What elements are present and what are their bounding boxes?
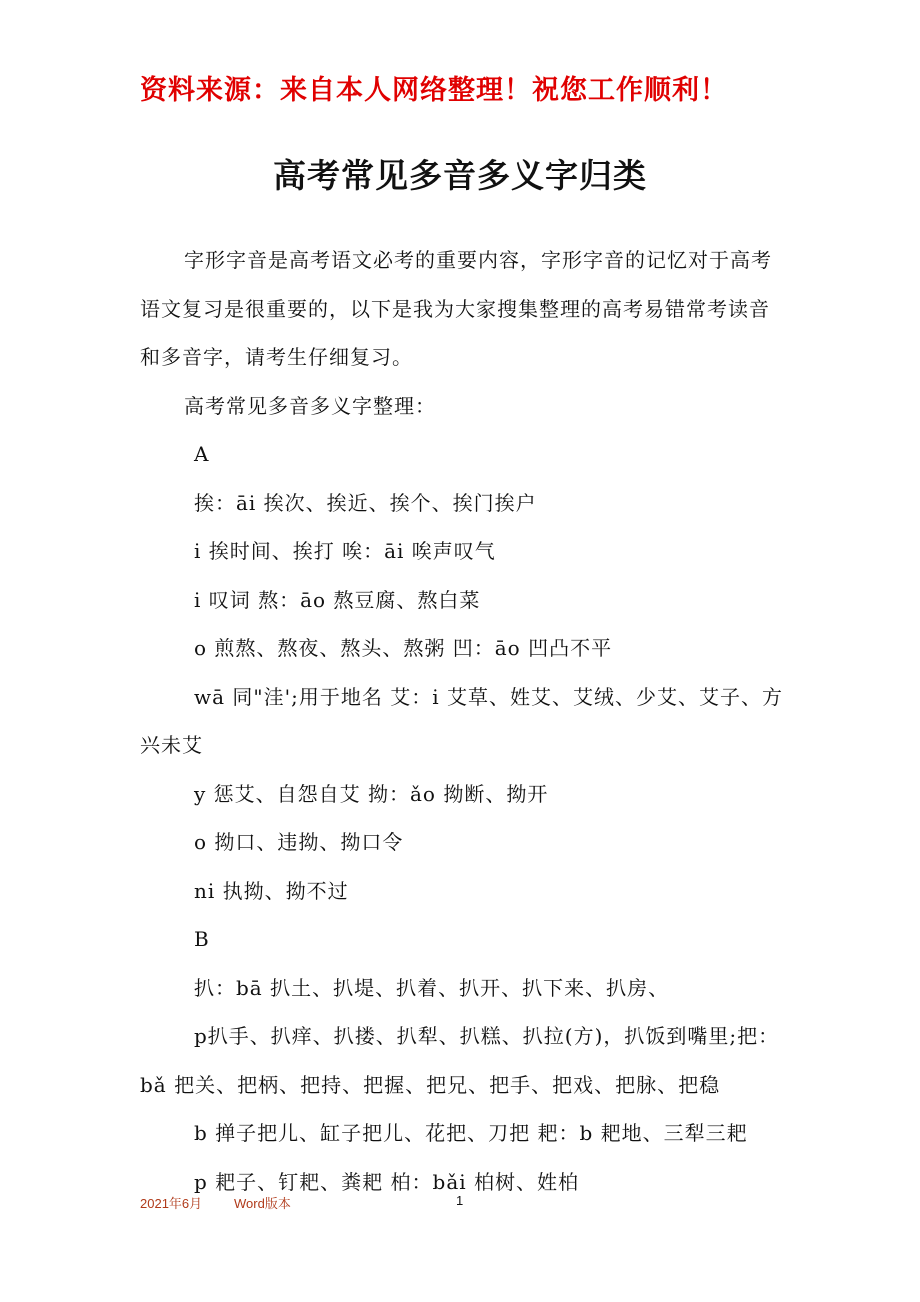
entry-line: i 挨时间、挨打 唉：āi 唉声叹气 <box>194 539 496 563</box>
section-letter: A <box>194 442 210 466</box>
page-number: 1 <box>456 1193 464 1208</box>
entry-line: o 煎熬、熬夜、熬头、熬粥 凹：āo 凹凸不平 <box>194 636 613 660</box>
entry-line: y 惩艾、自怨自艾 拗：ǎo 拗断、拗开 <box>194 781 549 806</box>
entry-line: p扒手、扒痒、扒搂、扒犁、扒糕、扒拉(方)，扒饭到嘴里;把：bǎ 把关、把柄、把持、把握、把兄、把手、把戏、把脉、把稳 <box>140 1024 780 1097</box>
document-title: 高考常见多音多义字归类 <box>273 156 647 195</box>
footer-date: 2021年6月 <box>140 1196 203 1211</box>
subheading: 高考常见多音多义字整理： <box>184 393 436 418</box>
document-body <box>140 236 785 1206</box>
intro-paragraph: 字形字音是高考语文必考的重要内容，字形字音的记忆对于高考语文复习是很重要的，以下是我为大家搜集整理的高考易错常考读音和多音字，请考生仔细复习。 <box>140 248 772 369</box>
section-letter: B <box>194 927 210 951</box>
source-header: 资料来源：来自本人网络整理！祝您工作顺利！ <box>140 75 728 106</box>
footer-version: Word版本 <box>234 1196 291 1211</box>
entry-line: wā 同"洼';用于地名 艾：i 艾草、姓艾、艾绒、少艾、艾子、方兴未艾 <box>140 684 783 757</box>
entry-line: i 叹词 熬：āo 熬豆腐、熬白菜 <box>194 587 481 612</box>
entry-line: ni 执拗、拗不过 <box>194 878 349 903</box>
entry-line: o 拗口、违拗、拗口令 <box>194 830 404 854</box>
entry-line: 挨：āi 挨次、挨近、挨个、挨门挨户 <box>194 490 537 515</box>
entry-line: 扒：bā 扒土、扒堤、扒着、扒开、扒下来、扒房、 <box>194 975 670 1000</box>
entry-line: p 耙子、钉耙、粪耙 柏：bǎi 柏树、姓柏 <box>194 1169 579 1194</box>
entry-line: b 掸子把儿、缸子把儿、花把、刀把 耙：b 耙地、三犁三耙 <box>194 1121 748 1145</box>
